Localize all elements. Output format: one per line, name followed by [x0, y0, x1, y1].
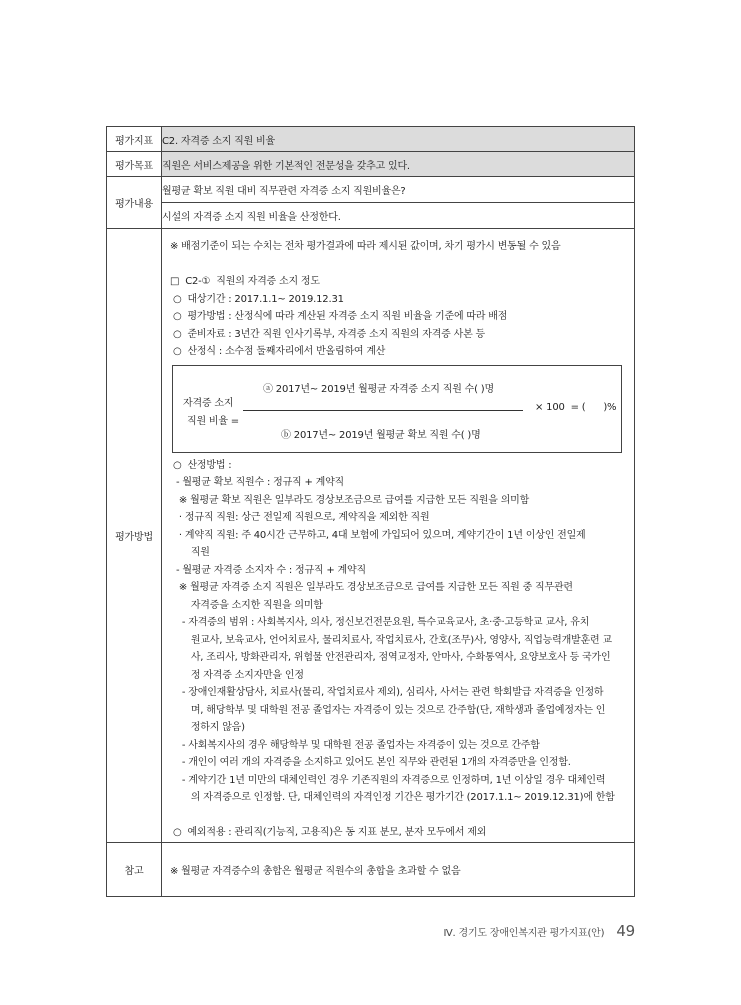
- method-line: 며, 해당학부 및 대학원 전공 졸업자는 자격증이 있는 것으로 간주함(단, 재학생과 졸업예정자는 인: [170, 704, 606, 716]
- method-line: - 월평균 자격증 소지자 수 : 정규직 + 계약직: [170, 564, 366, 576]
- method-content: [162, 229, 635, 843]
- formula-left-2: 직원 비율 =: [187, 415, 239, 427]
- method-text-bottom: [162, 457, 634, 842]
- method-line: ○ 산정식 : 소수점 둘째자리에서 반올림하여 계산: [170, 346, 386, 357]
- method-label: 평가방법: [107, 229, 162, 843]
- method-line: 의 자격증으로 인정함. 단, 대체인력의 자격인정 기간은 평가기간 (2017.1.1~ 2019.12.31)에 한함: [170, 792, 615, 803]
- method-line: - 사회복지사의 경우 해당학부 및 대학원 전공 졸업자는 자격증이 있는 것으로 간주함: [170, 739, 540, 751]
- method-line: · 계약직 직원: 주 40시간 근무하고, 4대 보험에 가입되어 있으며, 계약기간이 1년 이상인 전일제: [170, 529, 586, 541]
- page-footer: [444, 922, 635, 940]
- indicator-label: 평가지표: [107, 127, 162, 152]
- method-line: ○ 준비자료 : 3년간 직원 인사기록부, 자격증 소지 직원의 자격증 사본 등: [170, 328, 485, 340]
- indicator-value: C2. 자격증 소지 직원 비율: [162, 127, 635, 152]
- method-line: - 자격증의 범위 : 사회복지사, 의사, 정신보건전문요원, 특수교육교사, 초·중·고등학교 교사, 유치: [170, 617, 590, 628]
- method-line: 정하지 않음): [170, 722, 245, 733]
- method-line: · 정규직 직원: 상근 전일제 직원으로, 계약직을 제외한 직원: [170, 512, 430, 523]
- goal-value: 직원은 서비스제공을 위한 기본적인 전문성을 갖추고 있다.: [162, 152, 635, 177]
- reference-label: 참고: [107, 842, 162, 896]
- method-line: ○ 산정방법 :: [170, 459, 232, 471]
- method-text-top: [162, 229, 634, 361]
- method-line: 직원: [170, 547, 210, 558]
- method-line: 원교사, 보육교사, 언어치료사, 물리치료사, 작업치료사, 간호(조무)사, 영양사, 직업능력개발훈련 교: [170, 634, 612, 646]
- method-line: ○ 대상기간 : 2017.1.1~ 2019.12.31: [170, 293, 344, 305]
- evaluation-table: [106, 126, 635, 897]
- method-line: - 월평균 확보 직원수 : 정규직 + 계약직: [170, 477, 345, 488]
- method-line: 자격증을 소지한 직원을 의미함: [170, 599, 323, 611]
- formula-numerator: ⓐ 2017년~ 2019년 월평균 자격증 소지 직원 수( )명: [263, 383, 494, 395]
- method-line: 사, 조리사, 방화관리자, 위험물 안전관리자, 점역교정자, 안마사, 수화통역사, 요양보호사 등 국가인: [170, 652, 611, 663]
- goal-label: 평가목표: [107, 152, 162, 177]
- formula-left-1: 자격증 소지: [183, 397, 234, 409]
- page-number: 49: [616, 922, 635, 940]
- formula-box: [172, 365, 622, 453]
- content-detail: 시설의 자격증 소지 직원 비율을 산정한다.: [162, 203, 635, 229]
- formula-denominator: ⓑ 2017년~ 2019년 월평균 확보 직원 수( )명: [281, 429, 481, 441]
- method-line: ※ 월평균 자격증 소지 직원은 일부라도 경상보조금으로 급여를 지급한 모든 직원 중 직무관련: [170, 582, 573, 593]
- reference-value: ※ 월평균 자격증수의 총합은 월평균 직원수의 총합을 초과할 수 없음: [162, 842, 635, 896]
- method-line: - 계약기간 1년 미만의 대체인력인 경우 기존직원의 자격증으로 인정하며, 1년 이상일 경우 대체인력: [170, 774, 606, 786]
- method-line: ○ 예외적용 : 관리직(기능직, 고용직)은 동 지표 분모, 분자 모두에서 제외: [170, 827, 487, 838]
- method-line: 정 자격증 소지자만을 인정: [170, 669, 304, 681]
- method-line: ○ 평가방법 : 산정식에 따라 계산된 자격증 소지 직원 비율을 기준에 따라 배점: [170, 311, 508, 322]
- footer-chapter: Ⅳ. 경기도 장애인복지관 평가지표(안): [443, 928, 605, 939]
- method-line: [170, 807, 634, 825]
- method-line: ※ 월평균 확보 직원은 일부라도 경상보조금으로 급여를 지급한 모든 직원을 의미함: [170, 494, 530, 506]
- method-line: [170, 256, 634, 274]
- content-question: 월평균 확보 직원 대비 직무관련 자격증 소지 직원비율은?: [162, 177, 635, 203]
- content-label: 평가내용: [107, 177, 162, 229]
- method-line: - 개인이 여러 개의 자격증을 소지하고 있어도 본인 직무와 관련된 1개의 자격증만을 인정함.: [170, 757, 571, 768]
- formula-multiplier: × 100 = ( )%: [535, 401, 617, 413]
- method-line: □ C2-① 직원의 자격증 소지 정도: [170, 276, 320, 287]
- method-line: ※ 배점기준이 되는 수치는 전차 평가결과에 따라 제시된 값이며, 차기 평가시 변동될 수 있음: [170, 241, 561, 252]
- method-line: - 장애인재활상담사, 치료사(물리, 작업치료사 제외), 심리사, 사서는 관련 학회발급 자격증을 인정하: [170, 687, 604, 698]
- formula-fraction-line: [243, 410, 523, 411]
